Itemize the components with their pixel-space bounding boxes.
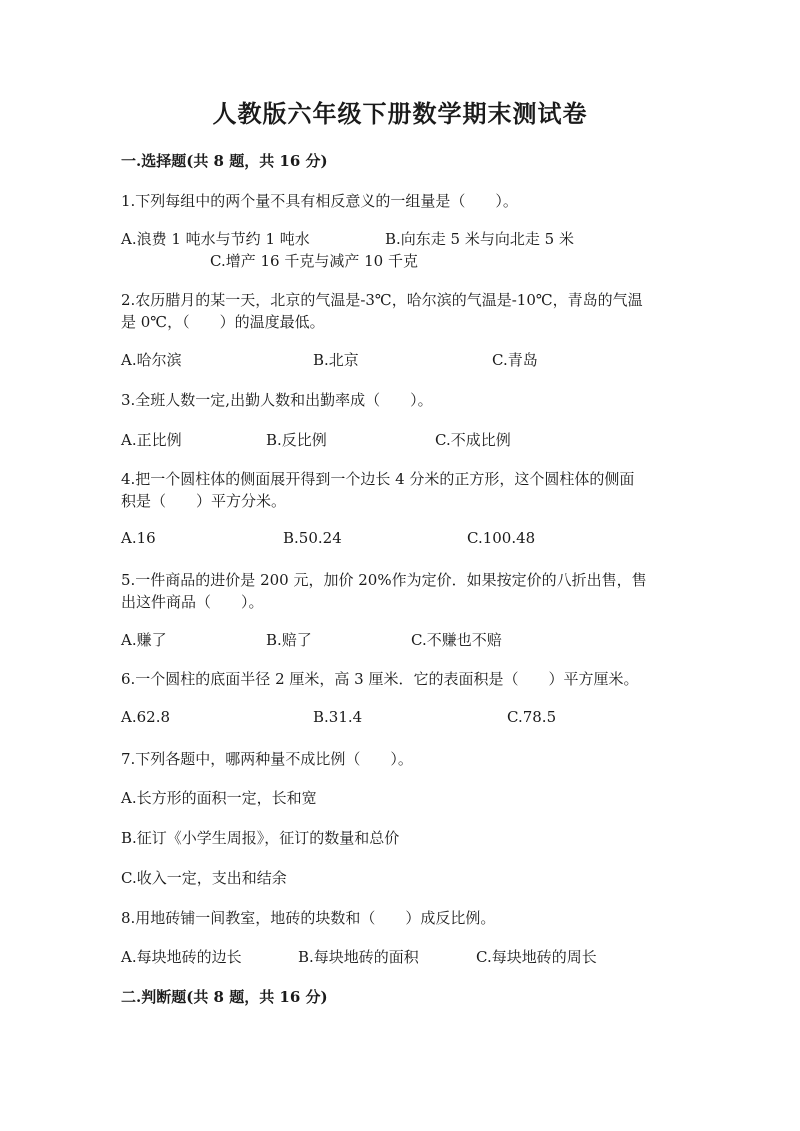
- page-title: 人教版六年级下册数学期末测试卷: [212, 99, 588, 128]
- question-7-option-c: C.收入一定，支出和结余: [121, 869, 287, 887]
- question-7-option-a: A.长方形的面积一定，长和宽: [121, 789, 317, 807]
- question-7-stem: 7.下列各题中，哪两种量不成比例（ ）。: [121, 750, 413, 768]
- question-6-option-a: A.62.8: [121, 708, 170, 726]
- question-5-option-a: A.赚了: [121, 631, 167, 649]
- question-4-stem-line-2: 积是（ ）平方分米。: [121, 492, 287, 510]
- question-4-option-b: B.50.24: [283, 529, 342, 547]
- question-5-stem-line-2: 出这件商品（ ）。: [121, 593, 264, 611]
- question-1-option-a: A.浪费 1 吨水与节约 1 吨水: [121, 230, 310, 248]
- question-7-option-b: B.征订《小学生周报》，征订的数量和总价: [121, 829, 400, 847]
- question-2-stem-line-2: 是 0℃，（ ）的温度最低。: [121, 313, 325, 331]
- question-1-option-c: C.增产 16 千克与减产 10 千克: [210, 252, 418, 270]
- question-3-stem: 3.全班人数一定,出勤人数和出勤率成（ ）。: [121, 391, 433, 409]
- question-2-option-c: C.青岛: [492, 351, 538, 369]
- question-4-option-a: A.16: [121, 529, 156, 547]
- question-4-stem-line-1: 4.把一个圆柱体的侧面展开得到一个边长 4 分米的正方形，这个圆柱体的侧面: [121, 470, 635, 488]
- question-5-option-b: B.赔了: [266, 631, 312, 649]
- question-6-option-c: C.78.5: [507, 708, 557, 726]
- question-3-option-c: C.不成比例: [435, 431, 511, 449]
- question-6-option-b: B.31.4: [313, 708, 363, 726]
- question-6-stem: 6.一个圆柱的底面半径 2 厘米，高 3 厘米．它的表面积是（ ）平方厘米。: [121, 670, 639, 688]
- section-heading-judgement: 二.判断题(共 8 题，共 16 分): [121, 988, 328, 1006]
- question-2-option-a: A.哈尔滨: [121, 351, 182, 369]
- question-8-stem: 8.用地砖铺一间教室，地砖的块数和（ ）成反比例。: [121, 909, 496, 927]
- question-5-option-c: C.不赚也不赔: [411, 631, 502, 649]
- question-1-option-b: B.向东走 5 米与向北走 5 米: [385, 230, 574, 248]
- question-4-option-c: C.100.48: [467, 529, 536, 547]
- question-2-option-b: B.北京: [313, 351, 359, 369]
- question-3-option-b: B.反比例: [266, 431, 327, 449]
- question-5-stem-line-1: 5.一件商品的进价是 200 元，加价 20%作为定价．如果按定价的八折出售，售: [121, 571, 647, 589]
- question-8-option-b: B.每块地砖的面积: [298, 948, 419, 966]
- question-3-option-a: A.正比例: [121, 431, 182, 449]
- question-2-stem-line-1: 2.农历腊月的某一天，北京的气温是-3℃，哈尔滨的气温是-10℃，青岛的气温: [121, 291, 643, 309]
- section-heading-choice: 一.选择题(共 8 题，共 16 分): [121, 152, 328, 170]
- question-8-option-a: A.每块地砖的边长: [121, 948, 242, 966]
- question-8-option-c: C.每块地砖的周长: [476, 948, 597, 966]
- question-1-stem: 1.下列每组中的两个量不具有相反意义的一组量是（ ）。: [121, 192, 518, 210]
